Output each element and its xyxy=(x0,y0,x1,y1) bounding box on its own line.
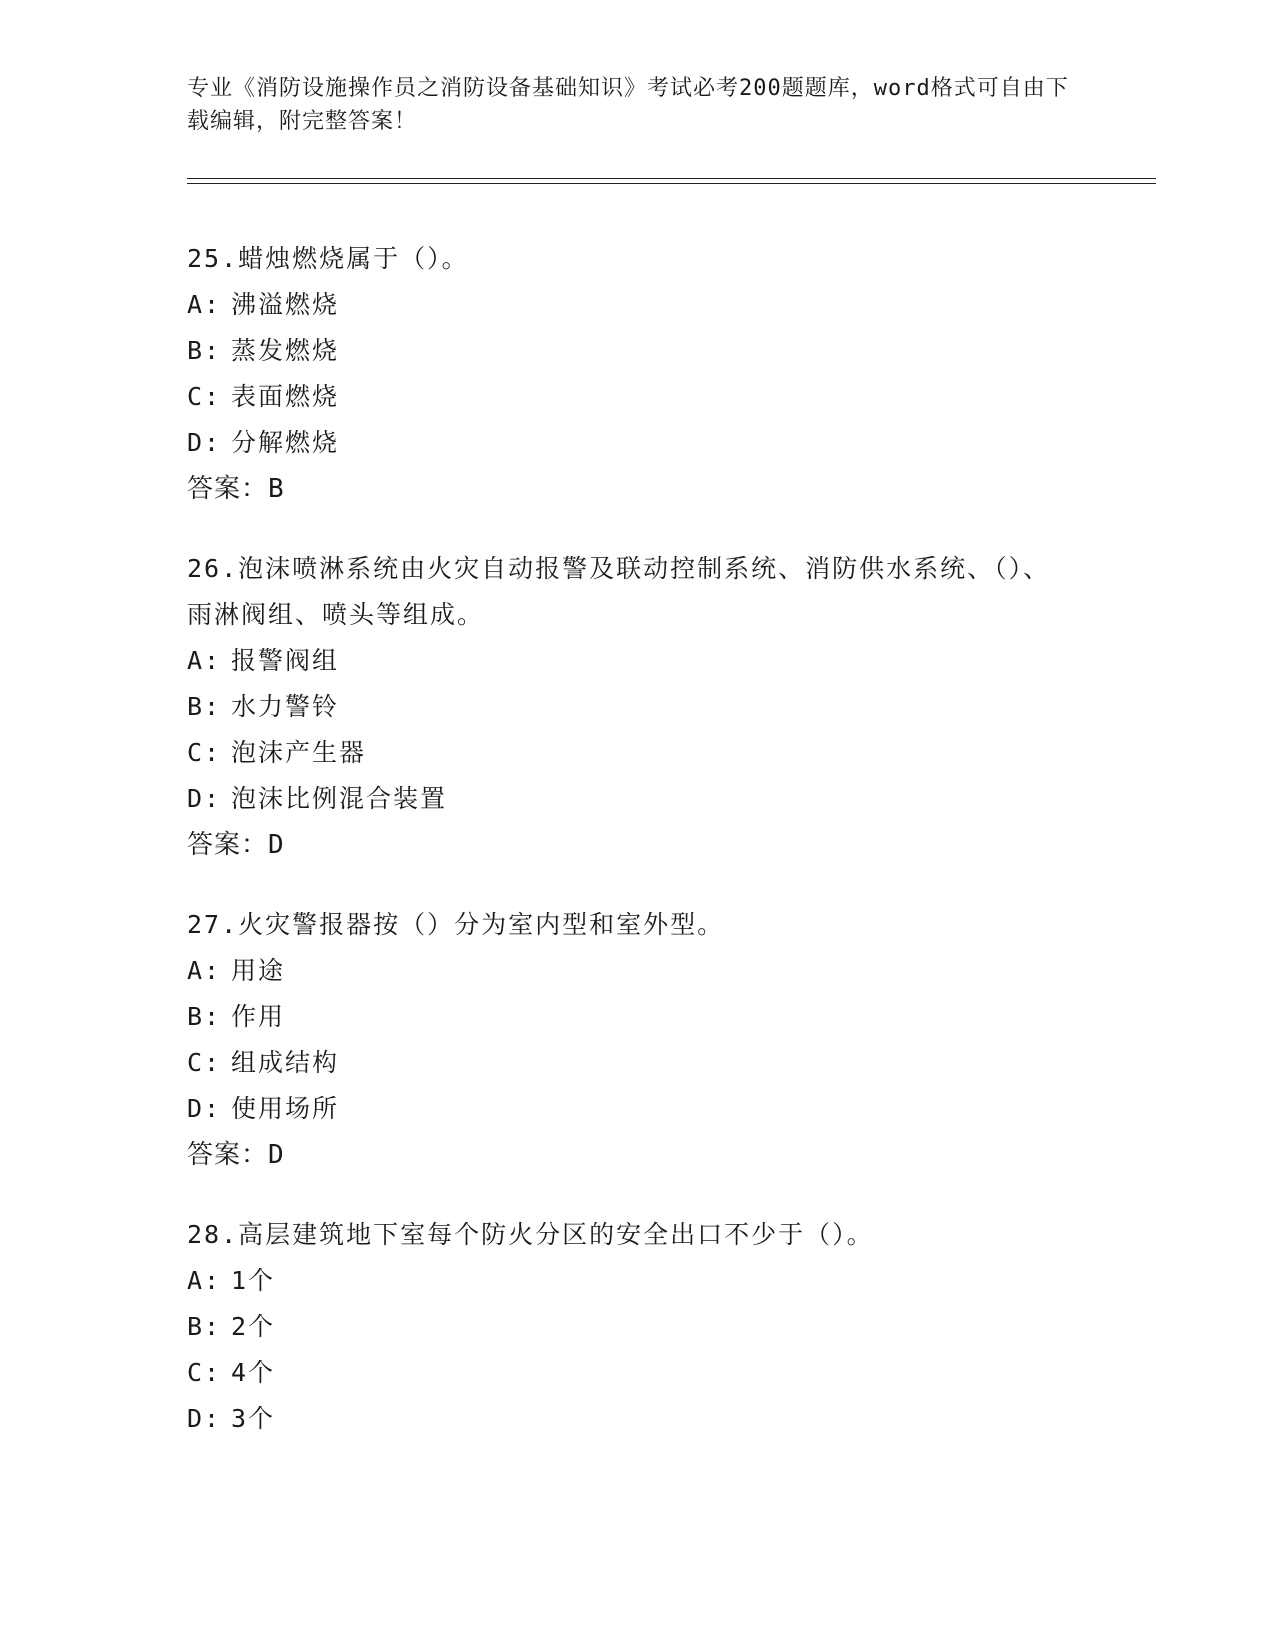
option-b xyxy=(187,1304,1087,1350)
option-label: C: xyxy=(187,1358,222,1387)
option-text: 表面燃烧 xyxy=(231,382,340,411)
question-stem: 26.泡沫喷淋系统由火灾自动报警及联动控制系统、消防供水系统、（）、雨淋阀组、喷头等组成。 xyxy=(187,554,1051,629)
option-text: 蒸发燃烧 xyxy=(231,336,340,365)
option-b xyxy=(187,994,1087,1040)
question-26 xyxy=(187,546,1087,868)
option-label: C: xyxy=(187,382,222,411)
option-d xyxy=(187,1396,1087,1442)
question-list xyxy=(187,236,1087,1476)
option-label: C: xyxy=(187,1048,222,1077)
option-c xyxy=(187,730,1087,776)
question-stem: 28.高层建筑地下室每个防火分区的安全出口不少于（）。 xyxy=(187,1220,874,1249)
option-c xyxy=(187,1350,1087,1396)
option-text: 报警阀组 xyxy=(231,646,340,675)
answer-line: 答案：B xyxy=(187,474,285,504)
option-a xyxy=(187,1258,1087,1304)
option-label: A: xyxy=(187,290,222,319)
header-divider-top xyxy=(187,178,1156,179)
header-divider-bottom xyxy=(187,183,1156,184)
option-d xyxy=(187,420,1087,466)
option-text: 2个 xyxy=(231,1312,276,1341)
option-text: 水力警铃 xyxy=(231,692,340,721)
answer-line: 答案：D xyxy=(187,1140,285,1170)
option-c xyxy=(187,374,1087,420)
question-stem: 25.蜡烛燃烧属于（）。 xyxy=(187,244,469,273)
option-label: D: xyxy=(187,1404,222,1433)
option-text: 分解燃烧 xyxy=(231,428,340,457)
option-label: D: xyxy=(187,1094,222,1123)
option-text: 泡沫产生器 xyxy=(231,738,367,767)
option-label: B: xyxy=(187,1002,222,1031)
option-label: A: xyxy=(187,956,222,985)
answer-line: 答案：D xyxy=(187,830,285,860)
option-c xyxy=(187,1040,1087,1086)
option-text: 用途 xyxy=(231,956,286,985)
option-a xyxy=(187,948,1087,994)
document-header: 专业《消防设施操作员之消防设备基础知识》考试必考200题题库，word格式可自由下载编辑，附完整答案！ xyxy=(187,76,1069,134)
option-label: D: xyxy=(187,784,222,813)
option-label: D: xyxy=(187,428,222,457)
question-27 xyxy=(187,902,1087,1178)
option-text: 1个 xyxy=(231,1266,276,1295)
option-label: B: xyxy=(187,1312,222,1341)
option-d xyxy=(187,1086,1087,1132)
option-b xyxy=(187,328,1087,374)
option-label: A: xyxy=(187,646,222,675)
option-label: A: xyxy=(187,1266,222,1295)
question-28 xyxy=(187,1212,1087,1442)
option-text: 组成结构 xyxy=(231,1048,340,1077)
option-label: B: xyxy=(187,336,222,365)
option-text: 泡沫比例混合装置 xyxy=(231,784,448,813)
option-text: 4个 xyxy=(231,1358,276,1387)
option-text: 沸溢燃烧 xyxy=(231,290,340,319)
option-d xyxy=(187,776,1087,822)
option-text: 使用场所 xyxy=(231,1094,340,1123)
option-label: B: xyxy=(187,692,222,721)
question-stem: 27.火灾警报器按（）分为室内型和室外型。 xyxy=(187,910,725,939)
option-label: C: xyxy=(187,738,222,767)
option-text: 作用 xyxy=(231,1002,286,1031)
option-text: 3个 xyxy=(231,1404,276,1433)
option-a xyxy=(187,282,1087,328)
option-a xyxy=(187,638,1087,684)
question-25 xyxy=(187,236,1087,512)
option-b xyxy=(187,684,1087,730)
